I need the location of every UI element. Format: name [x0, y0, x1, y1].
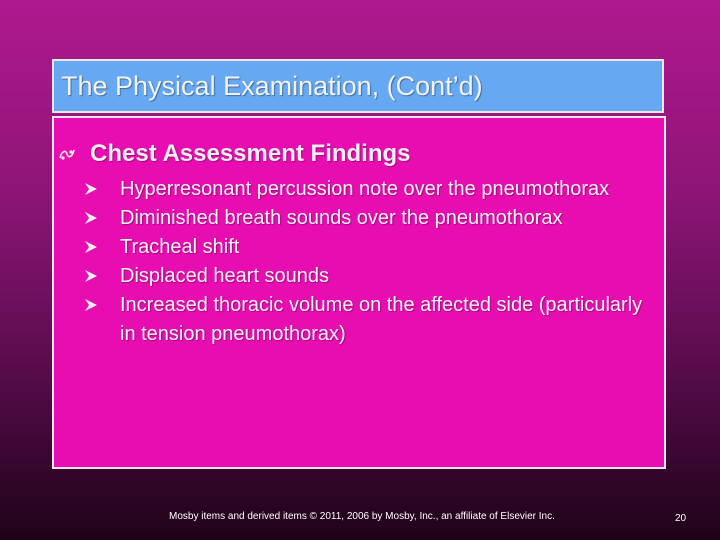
title-bar — [52, 59, 664, 113]
slide-title: The Physical Examination, (Cont’d) — [61, 71, 483, 101]
finding-text: Diminished breath sounds over the pneumothorax — [120, 207, 563, 229]
arrowhead-bullet-icon — [84, 211, 98, 225]
section-heading: Chest Assessment Findings — [90, 140, 411, 167]
arrowhead-bullet-icon — [84, 240, 98, 254]
slide-number: 20 — [675, 513, 687, 524]
finding-text: Tracheal shift — [120, 236, 240, 258]
heading-row — [58, 138, 618, 172]
slide-footer — [0, 508, 720, 528]
arrowhead-bullet-icon — [84, 298, 98, 312]
copyright-notice: Mosby items and derived items © 2011, 2006 by Mosby, Inc., an affiliate of Elsevier Inc. — [169, 511, 555, 522]
finding-item — [84, 233, 654, 262]
content-box — [52, 116, 666, 469]
finding-text: Increased thoracic volume on the affected side (particularly in tension pneumothorax) — [120, 294, 643, 345]
finding-item — [84, 262, 654, 291]
finding-text: Hyperresonant percussion note over the pneumothorax — [120, 178, 610, 200]
findings-list — [84, 175, 654, 349]
finding-item — [84, 175, 654, 204]
finding-item — [84, 291, 654, 349]
flourish-bullet-icon — [58, 146, 76, 162]
arrowhead-bullet-icon — [84, 182, 98, 196]
finding-item — [84, 204, 654, 233]
finding-text: Displaced heart sounds — [120, 265, 330, 287]
arrowhead-bullet-icon — [84, 269, 98, 283]
